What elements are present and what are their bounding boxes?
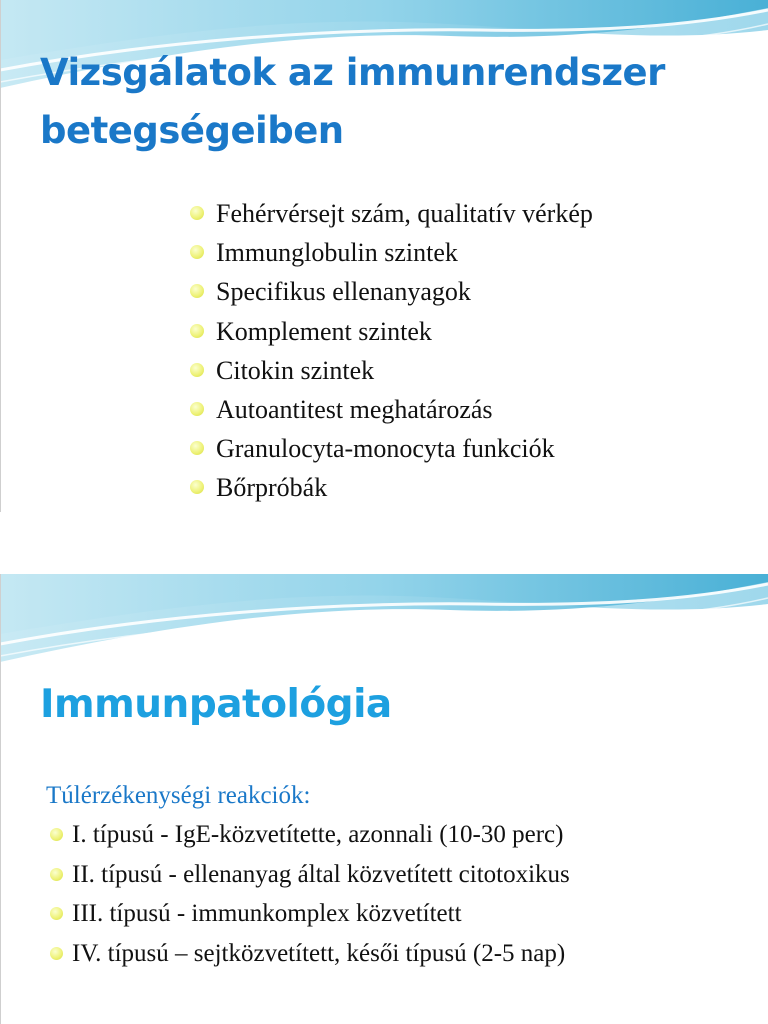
slide-border: [0, 574, 1, 1024]
list-item: Immunglobulin szintek: [190, 233, 593, 272]
bullet-icon: [190, 480, 204, 494]
list-item: Specifikus ellenanyagok: [190, 272, 593, 311]
wave-header-decoration: [0, 574, 768, 669]
slide-title: Vizsgálatok az immunrendszer betegségeiben: [40, 51, 665, 152]
bullet-icon: [50, 828, 63, 841]
list-item: Citokin szintek: [190, 351, 593, 390]
bullet-list: [190, 194, 593, 508]
bullet-list: [50, 815, 570, 973]
bullet-icon: [190, 363, 204, 377]
bullet-icon: [50, 868, 63, 881]
subheading: Túlérzékenységi reakciók:: [46, 782, 311, 809]
bullet-icon: [190, 324, 204, 338]
bullet-icon: [190, 402, 204, 416]
bullet-icon: [50, 947, 63, 960]
bullet-icon: [190, 206, 204, 220]
list-item: I. típusú - IgE-közvetítette, azonnali (10-30 perc): [50, 815, 570, 855]
slide-border: [0, 0, 1, 512]
list-item: II. típusú - ellenanyag által közvetített citotoxikus: [50, 855, 570, 895]
slide-title: Immunpatológia: [40, 682, 392, 727]
list-item: IV. típusú – sejtközvetített, késői típusú (2-5 nap): [50, 934, 570, 974]
list-item: Granulocyta-monocyta funkciók: [190, 429, 593, 468]
bullet-icon: [190, 284, 204, 298]
list-item: Fehérvérsejt szám, qualitatív vérkép: [190, 194, 593, 233]
slide-gap: [0, 512, 768, 574]
bullet-icon: [190, 245, 204, 259]
list-item: III. típusú - immunkomplex közvetített: [50, 894, 570, 934]
bullet-icon: [190, 441, 204, 455]
list-item: Bőrpróbák: [190, 468, 593, 507]
list-item: Autoantitest meghatározás: [190, 390, 593, 429]
list-item: Komplement szintek: [190, 312, 593, 351]
bullet-icon: [50, 907, 63, 920]
